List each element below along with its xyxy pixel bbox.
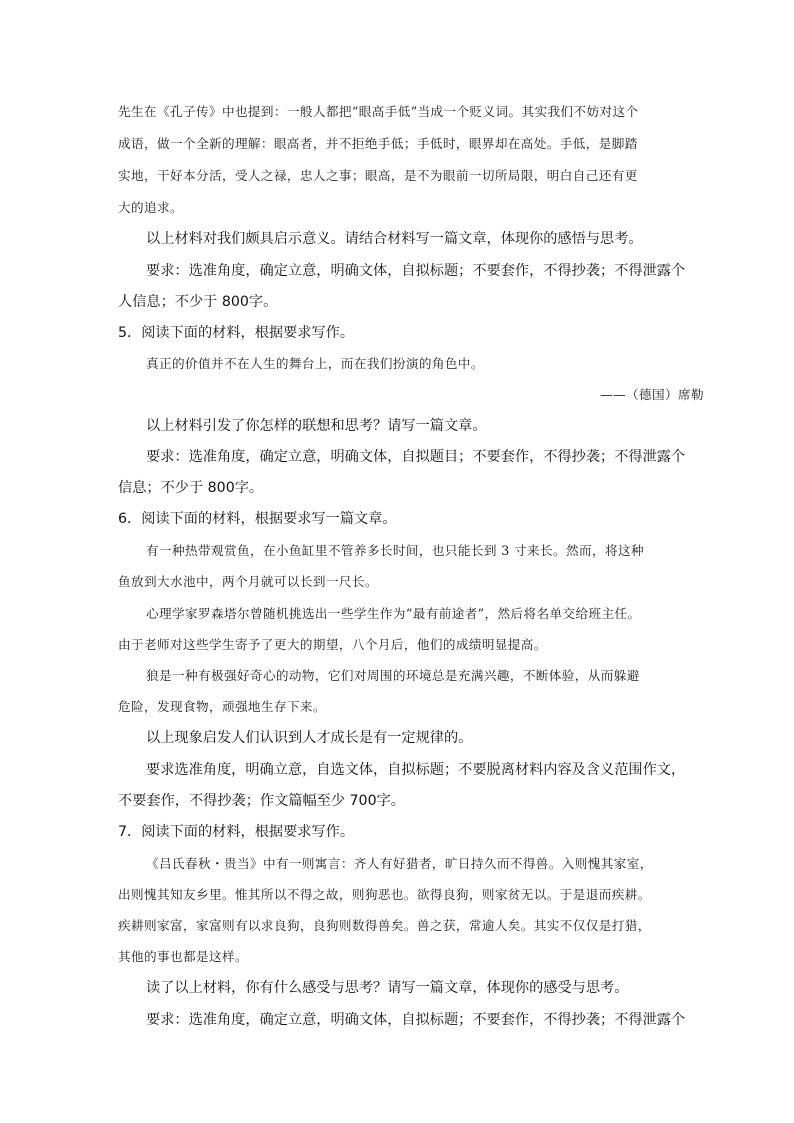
requirements-text: 不要套作，不得抄袭；作文篇幅至少 700字。: [118, 793, 405, 809]
material-line: 其他的事也都是这样。: [118, 949, 248, 964]
material-line: 《吕氏春秋・贵当》中有一则寓言：齐人有好猎者，旷日持久而不得兽。入则愧其家室，: [146, 856, 653, 871]
prompt-text: 以上材料对我们颇具启示意义。请结合材料写一篇文章，体现你的感悟与思考。: [146, 231, 643, 247]
material-line: 实地，干好本分活，受人之禄，忠人之事；眼高，是不为眼前一切所局限，明白自己还有更: [118, 168, 638, 183]
requirements-text: 信息；不少于 800字。: [118, 480, 264, 496]
prompt-text: 以上材料引发了你怎样的联想和思考？请写一篇文章。: [146, 418, 487, 434]
requirements-text: 要求：选准角度，确定立意，明确文体，自拟标题；不要套作，不得抄袭；不得泄露个: [146, 1012, 686, 1028]
requirements-text: 要求：选准角度，确定立意，明确文体，自拟标题；不要套作，不得抄袭；不得泄露个: [146, 263, 686, 279]
material-line: 成语，做一个全新的理解：眼高者，并不拒绝手低；手低时，眼界却在高处。手低，是脚踏: [118, 136, 638, 151]
prompt-text: 读了以上材料，你有什么感受与思考？请写一篇文章，体现你的感受与思考。: [146, 980, 629, 996]
material-line: 疾耕则家富，家富则有以求良狗，良狗则数得兽矣。兽之获，常逾人矣。其实不仅仅是打猎，: [118, 918, 651, 933]
material-line: 危险，发现食物，顽强地生存下来。: [118, 699, 326, 714]
material-line: 狼是一种有极强好奇心的动物，它们对周围的环境总是充满兴趣，不断体验，从而躲避: [146, 668, 640, 683]
quote-attribution: ——（德国）席勒: [600, 387, 704, 402]
material-line: 鱼放到大水池中，两个月就可以长到一尺长。: [118, 574, 378, 589]
material-line: 由于老师对这些学生寄予了更大的期望，八个月后，他们的成绩明显提高。: [118, 637, 547, 652]
requirements-text: 要求选准角度，明确立意，自选文体，自拟标题；不要脱离材料内容及含义范围作文，: [146, 762, 686, 778]
question-heading-7: 7．阅读下面的材料，根据要求写作。: [118, 824, 355, 840]
requirements-text: 人信息；不少于 800字。: [118, 294, 278, 310]
requirements-text: 要求：选准角度，确定立意，明确文体，自拟题目；不要套作，不得抄袭；不得泄露个: [146, 449, 686, 465]
prompt-text: 以上现象启发人们认识到人才成长是有一定规律的。: [146, 730, 473, 746]
material-line: 有一种热带观赏鱼，在小鱼缸里不管养多长时间，也只能长到 3 寸来长。然而，将这种: [146, 543, 644, 558]
material-line: 出则愧其知友乡里。惟其所以不得之故，则狗恶也。欲得良狗，则家贫无以。于是退而疾耕。: [118, 887, 651, 902]
question-heading-6: 6．阅读下面的材料，根据要求写一篇文章。: [118, 511, 397, 527]
material-line: 先生在《孔子传》中也提到：一般人都把“眼高手低”当成一个贬义词。其实我们不妨对这个: [118, 104, 639, 119]
question-heading-5: 5．阅读下面的材料，根据要求写作。: [118, 325, 355, 341]
quote-text: 真正的价值并不在人生的舞台上，而在我们扮演的角色中。: [146, 356, 484, 371]
material-line: 大的追求。: [118, 200, 183, 215]
material-line: 心理学家罗森塔尔曾随机挑选出一些学生作为“最有前途者”，然后将名单交给班主任。: [146, 606, 641, 621]
